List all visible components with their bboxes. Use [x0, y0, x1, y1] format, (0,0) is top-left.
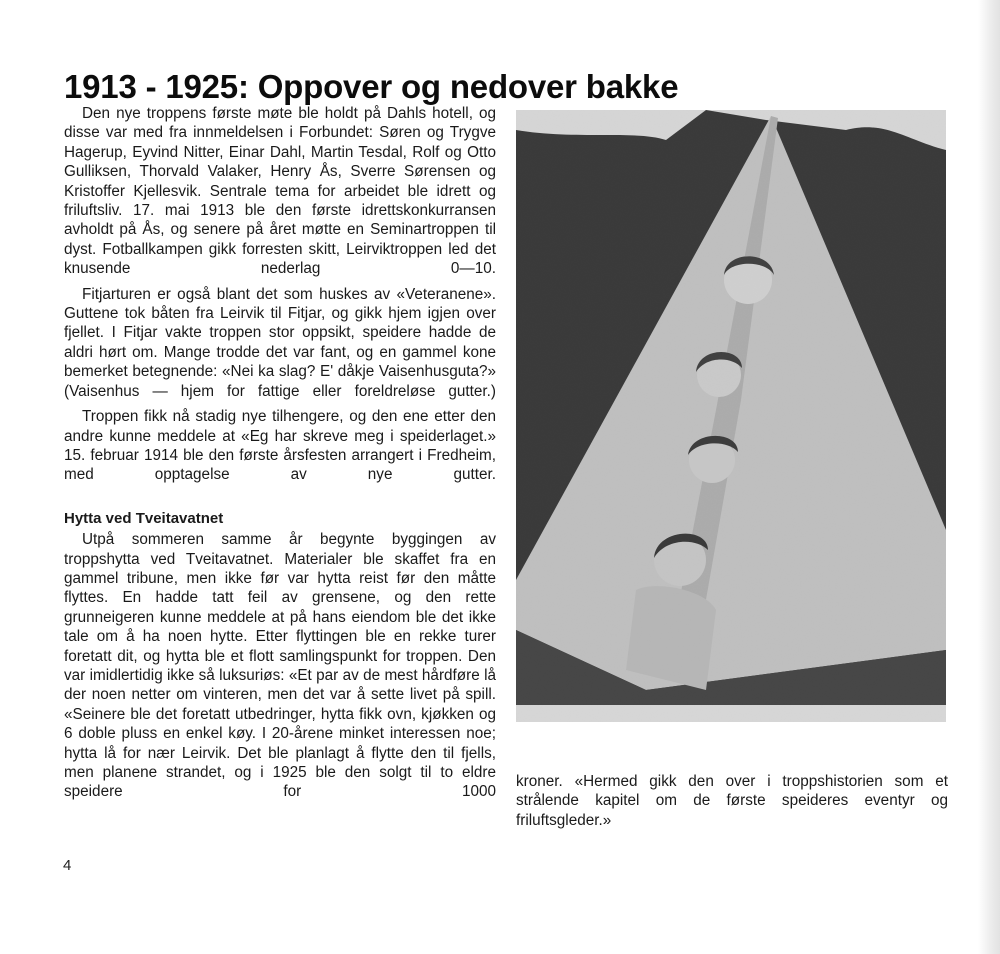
paragraph-2: Fitjarturen er også blant det som huskes av «Veteranene». Guttene tok båten fra Leirvik til Fitjar, og gikk hjem igjen over fjellet. I Fitjar vakte troppen stor oppsikt, speidere hadde de aldri hørt om. Mange trodde det var fant, og en gammel kone bemerket betegnende: «Nei ka slag? E' dåkje Vaisenhusguta?» (Vaisenhus — hjem for fattige eller foreldreløse gutter.)	[64, 285, 496, 400]
tent-photo-illustration	[516, 110, 946, 722]
section-heading: Hytta ved Tveitavatnet	[64, 509, 224, 527]
page-number: 4	[63, 857, 72, 874]
tent-photo	[516, 110, 946, 722]
page-title: 1913 - 1925: Oppover og nedover bakke	[64, 68, 679, 106]
section-paragraph: Utpå sommeren samme år begynte byggingen av troppshytta ved Tveitavatnet. Materialer ble skaffet fra en gammel tribune, men ikke før var hytta reist før den måtte flyttes. En hadde tatt feil av grensene, og den rette grunneigeren kunne meddele at på hans eiendom ble det ikke tale om å ha noen hytte. Etter flyttingen ble en rekke turer foretatt dit, og hytta ble et flott samlingspunkt for troppen. Den var imidlertidig ikke så luksuriøs: «Et par av de mest hårdføre lå der noen netter om vinteren, men det var å sette livet på spill. «Seinere ble det foretatt utbedringer, hytta fikk ovn, kjøkken og 6 doble pluss en enkel køy. I 20-årene minket interessen noe; hytta lå for nær Leirvik. Det ble planlagt å flytte den til fjells, men planene strandet, og i 1925 ble den solgt til to eldre speidere for 1000	[64, 531, 496, 801]
right-text-column	[516, 772, 948, 830]
page-edge-shadow	[978, 0, 1000, 954]
left-text-column	[64, 104, 496, 808]
paragraph-3: Troppen fikk nå stadig nye tilhengere, og den ene etter den andre kunne meddele at «Eg har skreve meg i speiderlaget.» 15. februar 1914 ble den første årsfesten arrangert i Fredheim, med opptagelse av nye gutter.	[64, 408, 496, 484]
photo-grain	[516, 110, 946, 722]
continuation-paragraph: kroner. «Hermed gikk den over i troppshistorien som et strålende kapitel om de første speideres eventyr og friluftsgleder.»	[516, 773, 948, 829]
paragraph-1: Den nye troppens første møte ble holdt på Dahls hotell, og disse var med fra innmeldelsen i Forbundet: Søren og Trygve Hagerup, Eyvind Nitter, Einar Dahl, Martin Tesdal, Rolf og Otto Gulliksen, Thorvald Valaker, Henry Ås, Sverre Sørensen og Kristoffer Kjellesvik. Sentrale tema for arbeidet ble idrett og friluftsliv. 17. mai 1913 ble den første idrettskonkurransen avholdt på Ås, og senere på året møtte en Seminartroppen til dyst. Fotballkampen gikk forresten skitt, Leirviktroppen led det knusende nederlag 0—10.	[64, 105, 496, 278]
